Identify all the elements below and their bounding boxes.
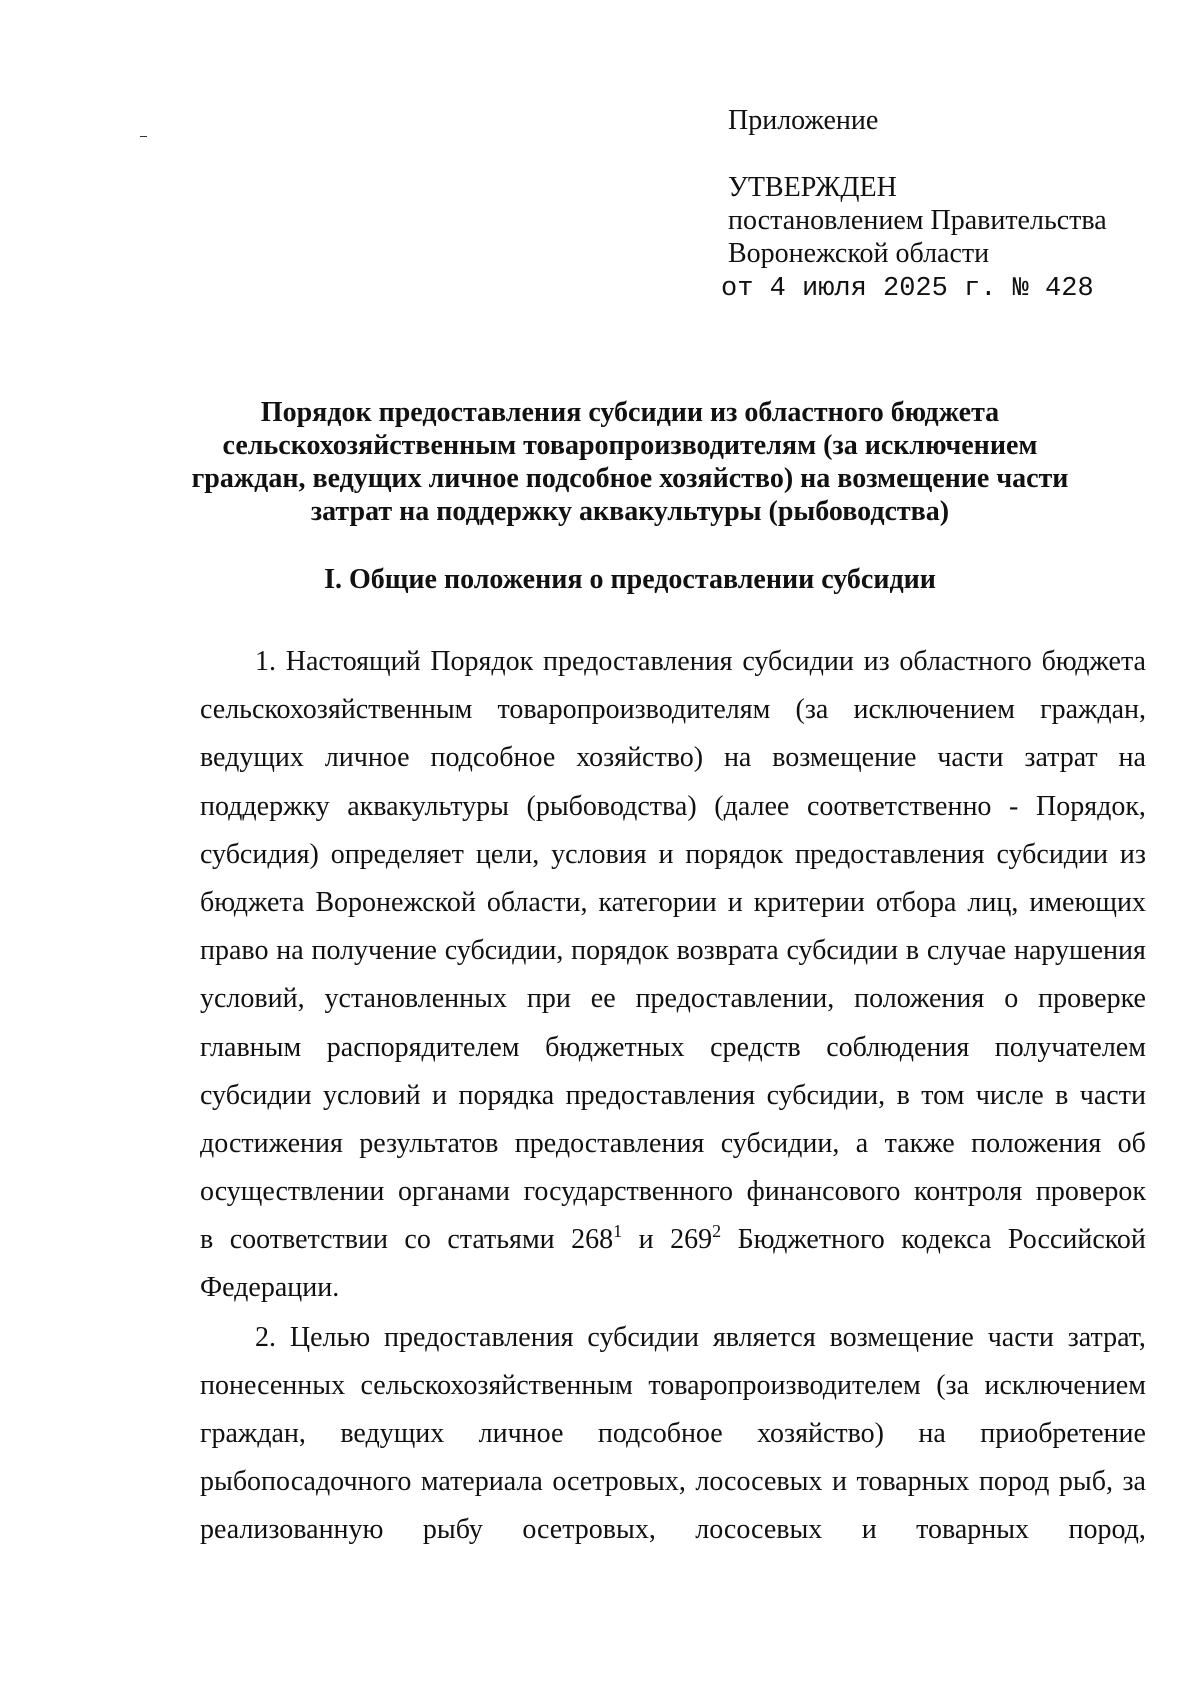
body-word: возмещение: [829, 1321, 974, 1353]
body-line: [200, 1072, 1146, 1120]
body-word: осуществлении: [200, 1176, 385, 1208]
document-body: [200, 638, 1146, 1555]
body-word: и: [638, 1224, 654, 1256]
body-word: исключением: [984, 1369, 1146, 1401]
body-word: и: [658, 838, 674, 870]
body-word: бюджета: [1041, 646, 1146, 677]
body-word: в: [896, 1079, 910, 1111]
body-line: [200, 783, 1146, 831]
document-title: [180, 396, 1080, 528]
body-word: предоставления: [543, 646, 733, 677]
body-word: порядок: [685, 838, 784, 870]
title-line: сельскохозяйственным товаропроизводителям (за исключением: [222, 430, 1038, 461]
body-word: имеющих: [1029, 886, 1146, 918]
body-line: [200, 638, 1146, 686]
body-word: ее: [590, 983, 616, 1015]
body-word: также: [884, 1127, 955, 1159]
body-line-with-footnotes: [200, 1216, 1146, 1264]
body-line: [200, 1120, 1146, 1168]
body-word: на: [1118, 742, 1146, 774]
body-word: возмещение: [772, 742, 917, 774]
body-word: и: [861, 1514, 877, 1546]
body-word: хозяйство): [576, 742, 704, 774]
body-word: бюджетных: [545, 1031, 685, 1063]
body-word: является: [712, 1321, 816, 1353]
body-word: рыбопосадочного: [200, 1466, 412, 1498]
body-word: 2.: [255, 1321, 276, 1353]
approval-date-number: от 4 июля 2025 г. № 428: [721, 274, 1094, 304]
body-word: получение: [311, 935, 437, 967]
body-word: товаропроизводителям: [497, 694, 771, 726]
body-word: соблюдения: [826, 1031, 970, 1063]
body-word: части: [937, 742, 1004, 774]
body-word: (за: [795, 694, 829, 726]
body-word: товарных: [856, 1466, 970, 1498]
body-word: личное: [324, 742, 410, 774]
body-word: субсидии: [200, 1079, 312, 1111]
body-word: отбора: [875, 886, 957, 918]
body-word: личное: [478, 1418, 564, 1449]
body-word: в: [200, 1224, 214, 1256]
body-word: условий: [323, 1079, 421, 1111]
body-word: субсидии,: [444, 935, 564, 967]
body-word: части: [987, 1321, 1054, 1353]
body-line: [200, 879, 1146, 927]
body-word: результатов: [359, 1127, 499, 1159]
scan-mark: [140, 136, 147, 137]
body-word: лососевых: [695, 1514, 823, 1546]
body-word: получателем: [994, 1031, 1146, 1063]
body-line: [200, 734, 1146, 782]
body-word: об: [1117, 1127, 1146, 1159]
body-word: том: [921, 1079, 965, 1111]
body-word: субсидии: [587, 1321, 699, 1353]
body-word: со: [404, 1224, 431, 1256]
body-word: граждан,: [200, 1418, 306, 1449]
body-line: [200, 1410, 1146, 1458]
body-word: ведущих: [200, 742, 304, 774]
body-word: субсидии,: [720, 1127, 840, 1159]
body-word: субсидии,: [766, 1079, 886, 1111]
body-word: сельскохозяйственным: [200, 694, 473, 726]
paragraph-2: [200, 1314, 1146, 1555]
title-line: затрат на поддержку аквакультуры (рыбоводства): [310, 496, 950, 527]
body-word: средств: [710, 1031, 801, 1063]
body-word: осетровых,: [552, 1466, 686, 1498]
approved-by-line-2: Воронежской области: [728, 238, 990, 269]
body-word: условий,: [200, 983, 305, 1015]
body-word: -: [1009, 790, 1019, 822]
body-word: (далее: [714, 790, 790, 822]
body-line: [200, 1168, 1146, 1216]
body-word: Порядок: [430, 646, 534, 677]
body-word: положения: [971, 1127, 1102, 1159]
body-word: хозяйство): [757, 1418, 884, 1449]
body-word: материала: [420, 1466, 543, 1498]
body-word: исключением: [853, 694, 1015, 726]
body-word: областного: [899, 646, 1032, 677]
body-line: [200, 1506, 1146, 1554]
body-word: предоставления: [384, 1321, 574, 1353]
title-line: Порядок предоставления субсидии из областного бюджета: [260, 397, 1000, 428]
body-word: 1.: [255, 646, 276, 677]
body-word: подсобное: [430, 742, 556, 774]
body-word: соответственно: [806, 790, 992, 822]
footnote-sup: 1: [613, 1221, 623, 1242]
body-word: из: [1119, 838, 1146, 870]
body-word: области,: [486, 886, 588, 918]
body-word: подсобное: [597, 1418, 723, 1449]
article-ref-268: $268^1$: [571, 1221, 623, 1256]
body-line: [200, 1024, 1146, 1072]
body-word: Целью: [289, 1321, 371, 1353]
body-word: случае: [926, 935, 1007, 967]
body-word: товаропроизводителем: [648, 1369, 921, 1401]
body-word: субсидии: [786, 935, 899, 967]
body-word: лиц,: [967, 886, 1019, 918]
body-line: [200, 1314, 1146, 1362]
body-word: числе: [975, 1079, 1044, 1111]
body-word: контроля: [914, 1176, 1023, 1208]
body-word: распорядителем: [326, 1031, 520, 1063]
article-ref-269: $269^2$: [670, 1221, 722, 1256]
body-word: главным: [200, 1031, 302, 1063]
body-word: граждан,: [1040, 694, 1146, 726]
body-word: Бюджетного: [737, 1224, 885, 1256]
body-word: Настоящий: [285, 646, 421, 677]
body-word: и: [831, 1466, 847, 1498]
body-word: из: [863, 646, 890, 677]
body-word: (за: [936, 1369, 970, 1401]
body-word: ведущих: [340, 1418, 445, 1449]
body-word: при: [526, 983, 571, 1015]
body-word: бюджета: [200, 886, 305, 918]
body-word: возврата: [676, 935, 779, 967]
paragraph-1: [200, 638, 1146, 1313]
body-line: [200, 1458, 1146, 1506]
body-word: финансового: [746, 1176, 901, 1208]
body-word: соответствии: [229, 1224, 388, 1256]
approved-label: УТВЕРЖДЕН: [728, 172, 897, 203]
body-line: [200, 1362, 1146, 1410]
body-line: [200, 927, 1146, 975]
body-line: [200, 686, 1146, 734]
body-word: части: [1079, 1079, 1146, 1111]
body-word: достижения: [200, 1127, 343, 1159]
body-word: аквакультуры: [347, 790, 509, 822]
appendix-label: Приложение: [728, 105, 879, 136]
body-word: в: [1055, 1079, 1069, 1111]
body-word: государственного: [523, 1176, 733, 1208]
body-word: рыб,: [1058, 1466, 1113, 1498]
section-heading: I. Общие положения о предоставлении субсидии: [324, 564, 936, 595]
body-word: о: [1004, 983, 1019, 1015]
approval-block: [721, 104, 1148, 306]
body-word: субсидии: [742, 646, 854, 677]
body-word: предоставления: [514, 1127, 705, 1159]
body-word: приобретение: [980, 1418, 1146, 1449]
body-word: а: [855, 1127, 869, 1159]
body-word: критерии: [753, 886, 865, 918]
body-word: предоставления: [795, 838, 985, 870]
body-word: поддержку: [200, 790, 330, 822]
body-word: (рыбоводства): [526, 790, 697, 822]
body-word: сельскохозяйственным: [360, 1369, 633, 1401]
body-word: органами: [397, 1176, 510, 1208]
body-word: проверок: [1035, 1176, 1146, 1208]
title-line: граждан, ведущих личное подсобное хозяйство) на возмещение части: [191, 463, 1069, 494]
body-word: условия: [551, 838, 647, 870]
body-word: право: [200, 935, 269, 967]
body-word: порядка: [458, 1079, 555, 1111]
body-word: нарушения: [1014, 935, 1146, 967]
body-word: затрат,: [1067, 1321, 1146, 1353]
body-word: затрат: [1024, 742, 1098, 774]
body-word: статьями: [447, 1224, 555, 1256]
footnote-sup: 2: [712, 1221, 722, 1242]
body-word: лососевых: [695, 1466, 823, 1498]
body-word: установленных: [324, 983, 507, 1015]
body-word: субсидии: [996, 838, 1109, 870]
body-word: Российской: [1007, 1224, 1146, 1256]
body-word: на: [276, 935, 304, 967]
body-word: Воронежской: [315, 886, 476, 918]
body-word: на: [918, 1418, 946, 1449]
body-word: определяет: [330, 838, 464, 870]
body-word: рыбу: [422, 1514, 483, 1546]
body-word: субсидия): [200, 838, 319, 870]
body-line: [200, 831, 1146, 879]
body-word: предоставлении,: [635, 983, 835, 1015]
body-word: осетровых,: [522, 1514, 656, 1546]
body-word: понесенных: [200, 1369, 346, 1401]
body-word: пород,: [1068, 1514, 1146, 1546]
body-line: [200, 975, 1146, 1023]
body-word: Порядок,: [1035, 790, 1146, 822]
body-word: категории: [598, 886, 717, 918]
body-word: проверке: [1038, 983, 1146, 1015]
body-word: цели,: [475, 838, 540, 870]
body-word: реализованную: [200, 1514, 384, 1546]
body-word: и: [727, 886, 743, 918]
body-word: на: [723, 742, 752, 774]
body-word: предоставления: [565, 1079, 756, 1111]
body-word: порядок: [571, 935, 669, 967]
approved-by-line-1: постановлением Правительства: [728, 205, 1107, 236]
body-word: за: [1122, 1466, 1146, 1498]
body-word: в: [905, 935, 920, 967]
body-word: пород: [978, 1466, 1050, 1498]
body-word: положения: [854, 983, 985, 1015]
body-word: и: [432, 1079, 448, 1111]
body-word: кодекса: [901, 1224, 992, 1256]
body-word: товарных: [916, 1514, 1030, 1546]
body-line: Федерации.: [200, 1272, 340, 1304]
